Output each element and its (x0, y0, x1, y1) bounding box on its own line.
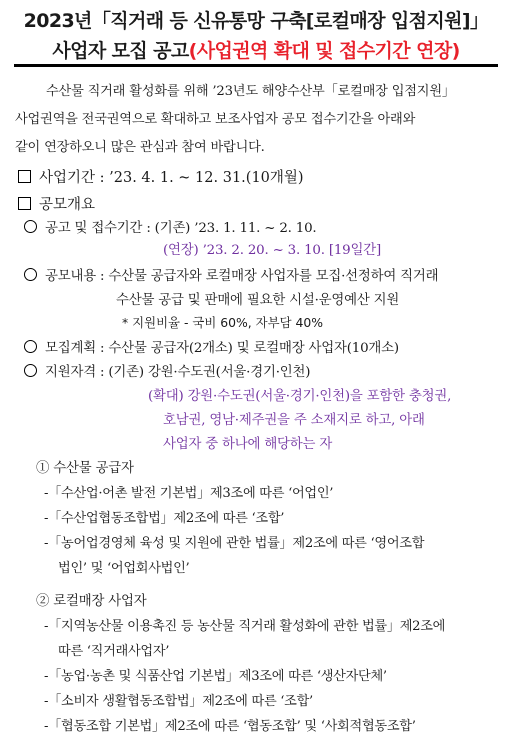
circle-bullet-icon (24, 220, 37, 233)
title-divider (14, 64, 498, 67)
eligibility (24, 361, 310, 380)
supplier-item-3: -「농어업경영체 육성 및 지원에 관한 법률」제2조에 따른 ‘영어조합 (44, 536, 425, 551)
supplier-item-3-cont: 법인’ 및 ‘어업회사법인’ (58, 561, 190, 576)
circle-bullet-icon (24, 340, 37, 353)
announce-extended: (연장) ’23. 2. 20. ~ 3. 10. [19일간] (163, 243, 381, 258)
section-period (18, 166, 304, 187)
content-line-1 (24, 265, 438, 284)
announce-period (24, 217, 316, 236)
supplier-item-2: -「수산업협동조합법」제2조에 따른 ‘조합’ (44, 511, 285, 526)
section-overview-text: 공모개요 (39, 197, 96, 213)
supplier-item-1: -「수산업·어촌 발전 기본법」제3조에 따른 ‘어업인’ (44, 486, 334, 501)
circle-bullet-icon (24, 364, 37, 377)
store-item-1-cont: 따른 ‘직거래사업자’ (58, 644, 170, 659)
circle-bullet-icon (24, 268, 37, 281)
checkbox-icon (18, 170, 31, 183)
content-line-2: 수산물 공급 및 판매에 필요한 시설·운영예산 지원 (116, 293, 400, 308)
content-line-3: * 지원비율 - 국비 60%, 자부담 40% (122, 315, 324, 330)
page-title-line2 (0, 36, 512, 63)
store-item-3: -「소비자 생활협동조합법」제2조에 따른 ‘조합’ (44, 694, 313, 709)
store-heading: ② 로컬매장 사업자 (36, 594, 147, 609)
section-period-text: 사업기간 : ’23. 4. 1. ~ 12. 31.(10개월) (39, 170, 304, 186)
title-main: 사업자 모집 공고 (52, 40, 189, 62)
content-text: 공모내용 : 수산물 공급자와 로컬매장 사업자를 모집·선정하여 직거래 (45, 269, 439, 284)
store-item-1: -「지역농산물 이용촉진 등 농산물 직거래 활성화에 관한 법률」제2조에 (44, 619, 446, 634)
announce-label: 공고 및 접수기간 : (기존) ’23. 1. 11. ~ 2. 10. (45, 221, 317, 236)
eligibility-text: 지원자격 : (기존) 강원·수도권(서울·경기·인천) (45, 365, 311, 380)
supplier-heading: ① 수산물 공급자 (36, 461, 134, 476)
eligibility-ext-1: (확대) 강원·수도권(서울·경기·인천)을 포함한 충청권, (148, 389, 452, 404)
checkbox-icon (18, 197, 31, 210)
page-title-line1: 2023년「직거래 등 신유통망 구축[로컬매장 입점지원]」 (23, 10, 489, 32)
intro-line-3: 같이 연장하오니 많은 관심과 참여 바랍니다. (15, 140, 265, 155)
intro-line-2: 사업권역을 전국권역으로 확대하고 보조사업자 공모 접수기간을 아래와 (15, 112, 416, 127)
store-item-4: -「협동조합 기본법」제2조에 따른 ‘협동조합’ 및 ‘사회적협동조합’ (44, 719, 416, 734)
eligibility-ext-2: 호남권, 영남·제주권을 주 소재지로 하고, 아래 (163, 413, 425, 428)
store-item-2: -「농업·농촌 및 식품산업 기본법」제3조에 따른 ‘생산자단체’ (44, 669, 387, 684)
intro-line-1: 수산물 직거래 활성화를 위해 ’23년도 해양수산부「로컬매장 입점지원」 (46, 84, 455, 99)
section-overview (18, 193, 95, 214)
title-highlight: (사업권역 확대 및 접수기간 연장) (188, 40, 460, 62)
eligibility-ext-3: 사업자 중 하나에 해당하는 자 (163, 437, 333, 452)
recruit-plan (24, 337, 399, 356)
recruit-plan-text: 모집계획 : 수산물 공급자(2개소) 및 로컬매장 사업자(10개소) (45, 341, 399, 356)
